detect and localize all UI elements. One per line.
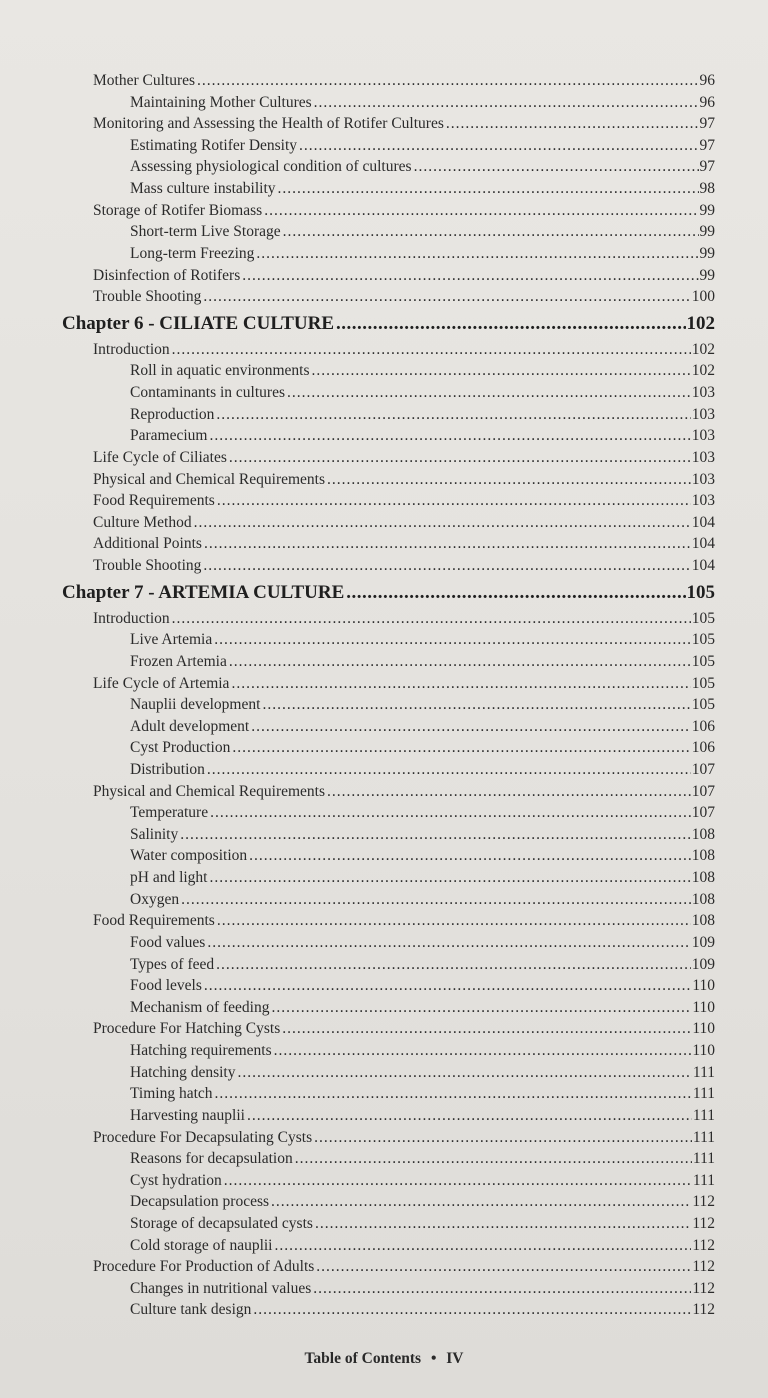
toc-subsection-entry [130,1171,715,1191]
dot-leader [313,1279,691,1299]
toc-subsection-entry [130,846,715,866]
dot-leader [231,674,690,694]
toc-entry-page-number: 96 [699,93,715,111]
toc-entry-title: Salinity [130,825,179,843]
dot-leader [271,1192,691,1212]
toc-entry-page-number: 112 [692,1301,715,1319]
toc-entry-page-number: 103 [691,492,715,510]
dot-leader [217,911,691,931]
toc-entry-title: Additional Points [93,535,202,553]
toc-entry-page-number: 99 [699,223,715,241]
toc-subsection-entry [130,1279,715,1299]
dot-leader [210,803,691,823]
toc-section-entry [93,114,715,134]
toc-entry-title: Long-term Freezing [130,244,255,262]
toc-subsection-entry [130,868,715,888]
toc-entry-title: Mass culture instability [130,180,276,198]
dot-leader [229,448,691,468]
toc-entry-title: Introduction [93,609,170,627]
toc-entry-page-number: 103 [691,405,715,423]
toc-subsection-entry [130,383,715,403]
dot-leader [217,491,691,511]
dot-leader [204,534,691,554]
dot-leader [242,266,698,286]
toc-entry-title: Roll in aquatic environments [130,362,310,380]
dot-leader [314,1128,692,1148]
dot-leader [253,1300,691,1320]
dot-leader [207,933,690,953]
dot-leader [414,157,699,177]
toc-section-entry [93,201,715,221]
footer-page-number: IV [446,1350,464,1367]
toc-entry-page-number: 104 [691,535,715,553]
toc-section-entry [93,674,715,694]
dot-leader [314,93,699,113]
toc-entry-title: Chapter 7 - ARTEMIA CULTURE [62,581,345,603]
dot-leader [207,760,691,780]
dot-leader [275,1236,692,1256]
toc-entry-title: Procedure For Production of Adults [93,1258,315,1276]
toc-subsection-entry [130,976,715,996]
dot-leader [278,179,699,199]
toc-subsection-entry [130,405,715,425]
toc-entry-page-number: 108 [691,847,715,865]
toc-entry-page-number: 111 [692,1150,715,1168]
toc-entry-page-number: 102 [691,362,715,380]
toc-entry-title: Hatching requirements [130,1042,272,1060]
toc-entry-page-number: 97 [699,115,715,133]
toc-entry-page-number: 111 [692,1106,715,1124]
toc-entry-title: Decapsulation process [130,1193,270,1211]
toc-entry-page-number: 103 [691,470,715,488]
toc-entry-page-number: 110 [692,1042,715,1060]
toc-entry-title: Life Cycle of Artemia [93,674,230,692]
toc-entry-page-number: 111 [692,1171,715,1189]
toc-entry-title: Temperature [130,804,209,822]
toc-entry-title: Procedure For Decapsulating Cysts [93,1128,313,1146]
toc-entry-page-number: 96 [699,72,715,89]
toc-section-entry [93,340,715,360]
toc-subsection-entry [130,1149,715,1169]
dot-leader [237,1063,691,1083]
dot-leader [287,383,691,403]
dot-leader [262,695,690,715]
toc-entry-page-number: 112 [692,1279,715,1297]
toc-entry-title: Storage of Rotifer Biomass [93,201,263,219]
toc-entry-page-number: 107 [691,760,715,778]
toc-section-entry [93,534,715,554]
toc-entry-title: Hatching density [130,1063,236,1081]
dot-leader [197,71,698,91]
toc-entry-page-number: 105 [691,609,715,627]
dot-leader [299,136,698,156]
toc-entry-title: Food Requirements [93,912,215,930]
toc-entry-page-number: 108 [691,912,715,930]
toc-entry-title: Estimating Rotifer Density [130,136,298,154]
footer-label: Table of Contents [304,1350,422,1367]
dot-leader [216,405,690,425]
toc-entry-title: Physical and Chemical Requirements [93,782,326,800]
toc-entry-page-number: 108 [691,869,715,887]
toc-entry-title: Nauplii development [130,696,261,714]
toc-entry-page-number: 102 [691,340,715,358]
toc-subsection-entry [130,738,715,758]
toc-subsection-entry [130,1300,715,1320]
toc-subsection-entry [130,695,715,715]
toc-entry-title: pH and light [130,869,208,887]
dot-leader [283,222,699,242]
dot-leader [346,581,685,605]
toc-subsection-entry [130,1106,715,1126]
toc-subsection-entry [130,1041,715,1061]
toc-entry-page-number: 99 [699,266,715,284]
toc-entry-page-number: 106 [691,717,715,735]
toc-section-entry [93,556,715,576]
toc-section-entry [93,782,715,802]
toc-entry-page-number: 105 [691,652,715,670]
toc-entry-title: Trouble Shooting [93,557,202,575]
toc-entry-page-number: 103 [691,448,715,466]
toc-entry-title: Mechanism of feeding [130,998,270,1016]
toc-subsection-entry [130,1192,715,1212]
toc-entry-title: Paramecium [130,427,208,445]
toc-entry-title: Short-term Live Storage [130,223,281,241]
toc-entry-title: Cyst Production [130,739,231,757]
toc-entry-title: Contaminants in cultures [130,384,285,402]
dot-leader [271,998,691,1018]
toc-entry-title: Food values [130,933,206,951]
dot-leader [295,1149,692,1169]
toc-entry-title: Reasons for decapsulation [130,1150,293,1168]
dot-leader [316,1257,691,1277]
toc-entry-title: Food levels [130,977,202,995]
toc-subsection-entry [130,1084,715,1104]
toc-subsection-entry [130,1063,715,1083]
toc-entry-page-number: 103 [691,384,715,402]
toc-subsection-entry [130,630,715,650]
toc-entry-page-number: 108 [691,890,715,908]
dot-leader [204,976,691,996]
toc-subsection-entry [130,361,715,381]
dot-leader [251,717,691,737]
toc-entry-title: Procedure For Hatching Cysts [93,1020,281,1038]
footer-bullet: • [430,1350,437,1367]
toc-entry-title: Distribution [130,760,205,778]
dot-leader [315,1214,691,1234]
toc-subsection-entry [130,652,715,672]
toc-section-entry [93,1257,715,1277]
toc-entry-title: Reproduction [130,405,215,423]
dot-leader [327,470,691,490]
toc-subsection-entry [130,1236,715,1256]
toc-subsection-entry [130,890,715,910]
dot-leader [224,1171,692,1191]
toc-entry-title: Physical and Chemical Requirements [93,470,326,488]
toc-entry-title: Storage of decapsulated cysts [130,1215,313,1232]
dot-leader [336,312,685,336]
toc-entry-page-number: 104 [691,513,715,531]
dot-leader [214,630,691,650]
toc-entry-page-number: 110 [692,1020,715,1038]
toc-subsection-entry [130,426,715,446]
toc-section-entry [93,1019,715,1039]
toc-entry-title: Maintaining Mother Cultures [130,93,312,111]
toc-entry-title: Live Artemia [130,631,213,649]
toc-entry-page-number: 111 [692,1063,715,1081]
toc-entry-title: Timing hatch [130,1085,213,1103]
toc-entry-page-number: 111 [692,1128,715,1146]
toc-entry-page-number: 112 [692,1215,715,1232]
toc-section-entry [93,266,715,286]
toc-section-entry [93,911,715,931]
toc-subsection-entry [130,955,715,975]
dot-leader [216,955,691,975]
dot-leader [327,782,691,802]
toc-entry-page-number: 105 [691,674,715,692]
toc-subsection-entry [130,136,715,156]
toc-entry-title: Water composition [130,847,248,865]
toc-entry-page-number: 109 [691,955,715,973]
toc-entry-title: Introduction [93,340,170,358]
toc-subsection-entry [130,222,715,242]
toc-entry-page-number: 97 [699,158,715,176]
toc-entry-title: Mother Cultures [93,72,196,89]
toc-entry-title: Types of feed [130,955,215,973]
dot-leader [312,361,691,381]
toc-subsection-entry [130,825,715,845]
toc-entry-title: Culture tank design [130,1301,252,1319]
toc-subsection-entry [130,179,715,199]
toc-entry-title: Frozen Artemia [130,652,227,670]
dot-leader [232,738,690,758]
toc-entry-title: Life Cycle of Ciliates [93,448,227,466]
dot-leader [229,652,691,672]
toc-entry-title: Oxygen [130,890,180,908]
toc-entry-title: Harvesting nauplii [130,1106,245,1124]
toc-entry-page-number: 108 [691,825,715,843]
toc-entry-page-number: 112 [692,1258,715,1276]
toc-entry-title: Culture Method [93,513,192,531]
toc-entry-title: Cyst hydration [130,1171,222,1189]
dot-leader [264,201,698,221]
toc-entry-page-number: 105 [691,696,715,714]
toc-entry-page-number: 107 [691,782,715,800]
toc-subsection-entry [130,157,715,177]
toc-entry-title: Cold storage of nauplii [130,1236,273,1254]
dot-leader [194,513,691,533]
dot-leader [282,1019,691,1039]
toc-chapter-heading [62,312,715,336]
dot-leader [209,426,690,446]
toc-entry-page-number: 111 [692,1085,715,1103]
toc-entry-title: Changes in nutritional values [130,1279,312,1297]
toc-entry-page-number: 99 [699,201,715,219]
toc-entry-title: Monitoring and Assessing the Health of Rotifer Cultures [93,115,444,133]
toc-entry-page-number: 109 [691,933,715,951]
toc-entry-page-number: 98 [699,180,715,198]
toc-entry-page-number: 107 [691,804,715,822]
toc-section-entry [93,1128,715,1148]
toc-subsection-entry [130,1214,715,1234]
dot-leader [203,287,690,307]
toc-subsection-entry [130,93,715,113]
toc-section-entry [93,470,715,490]
dot-leader [247,1106,692,1126]
toc-entry-title: Assessing physiological condition of cultures [130,158,412,176]
toc-section-entry [93,609,715,629]
toc-section-entry [93,513,715,533]
toc-section-entry [93,491,715,511]
toc-entry-page-number: 99 [699,244,715,262]
toc-entry-page-number: 110 [692,977,715,995]
toc-section-entry [93,448,715,468]
toc-subsection-entry [130,803,715,823]
toc-entry-title: Trouble Shooting [93,288,202,306]
toc-entry-page-number: 100 [691,288,715,306]
toc-entry-page-number: 105 [691,631,715,649]
dot-leader [210,868,691,888]
dot-leader [274,1041,692,1061]
toc-subsection-entry [130,998,715,1018]
toc-chapter-heading [62,581,715,605]
toc-entry-page-number: 110 [692,998,715,1016]
dot-leader [256,244,698,264]
toc-entry-title: Chapter 6 - CILIATE CULTURE [62,312,335,334]
toc-section-entry [93,71,715,91]
dot-leader [180,825,691,845]
toc-entry-title: Disinfection of Rotifers [93,266,241,284]
toc-entry-title: Adult development [130,717,250,735]
dot-leader [215,1084,692,1104]
dot-leader [172,340,691,360]
toc-entry-page-number: 103 [691,427,715,445]
toc-entry-title: Food Requirements [93,492,215,510]
toc-entry-page-number: 102 [686,312,715,334]
toc-entry-page-number: 112 [692,1236,715,1254]
page-footer [0,1350,768,1368]
dot-leader [181,890,691,910]
dot-leader [249,846,691,866]
toc-subsection-entry [130,717,715,737]
toc-subsection-entry [130,933,715,953]
toc-subsection-entry [130,244,715,264]
toc-entry-page-number: 106 [691,739,715,757]
toc-entry-page-number: 105 [686,581,715,603]
toc-subsection-entry [130,760,715,780]
toc-entry-page-number: 97 [699,136,715,154]
dot-leader [172,609,691,629]
dot-leader [203,556,690,576]
toc-entry-page-number: 104 [691,557,715,575]
toc-section-entry [93,287,715,307]
toc-entry-page-number: 112 [692,1193,715,1211]
dot-leader [446,114,699,134]
